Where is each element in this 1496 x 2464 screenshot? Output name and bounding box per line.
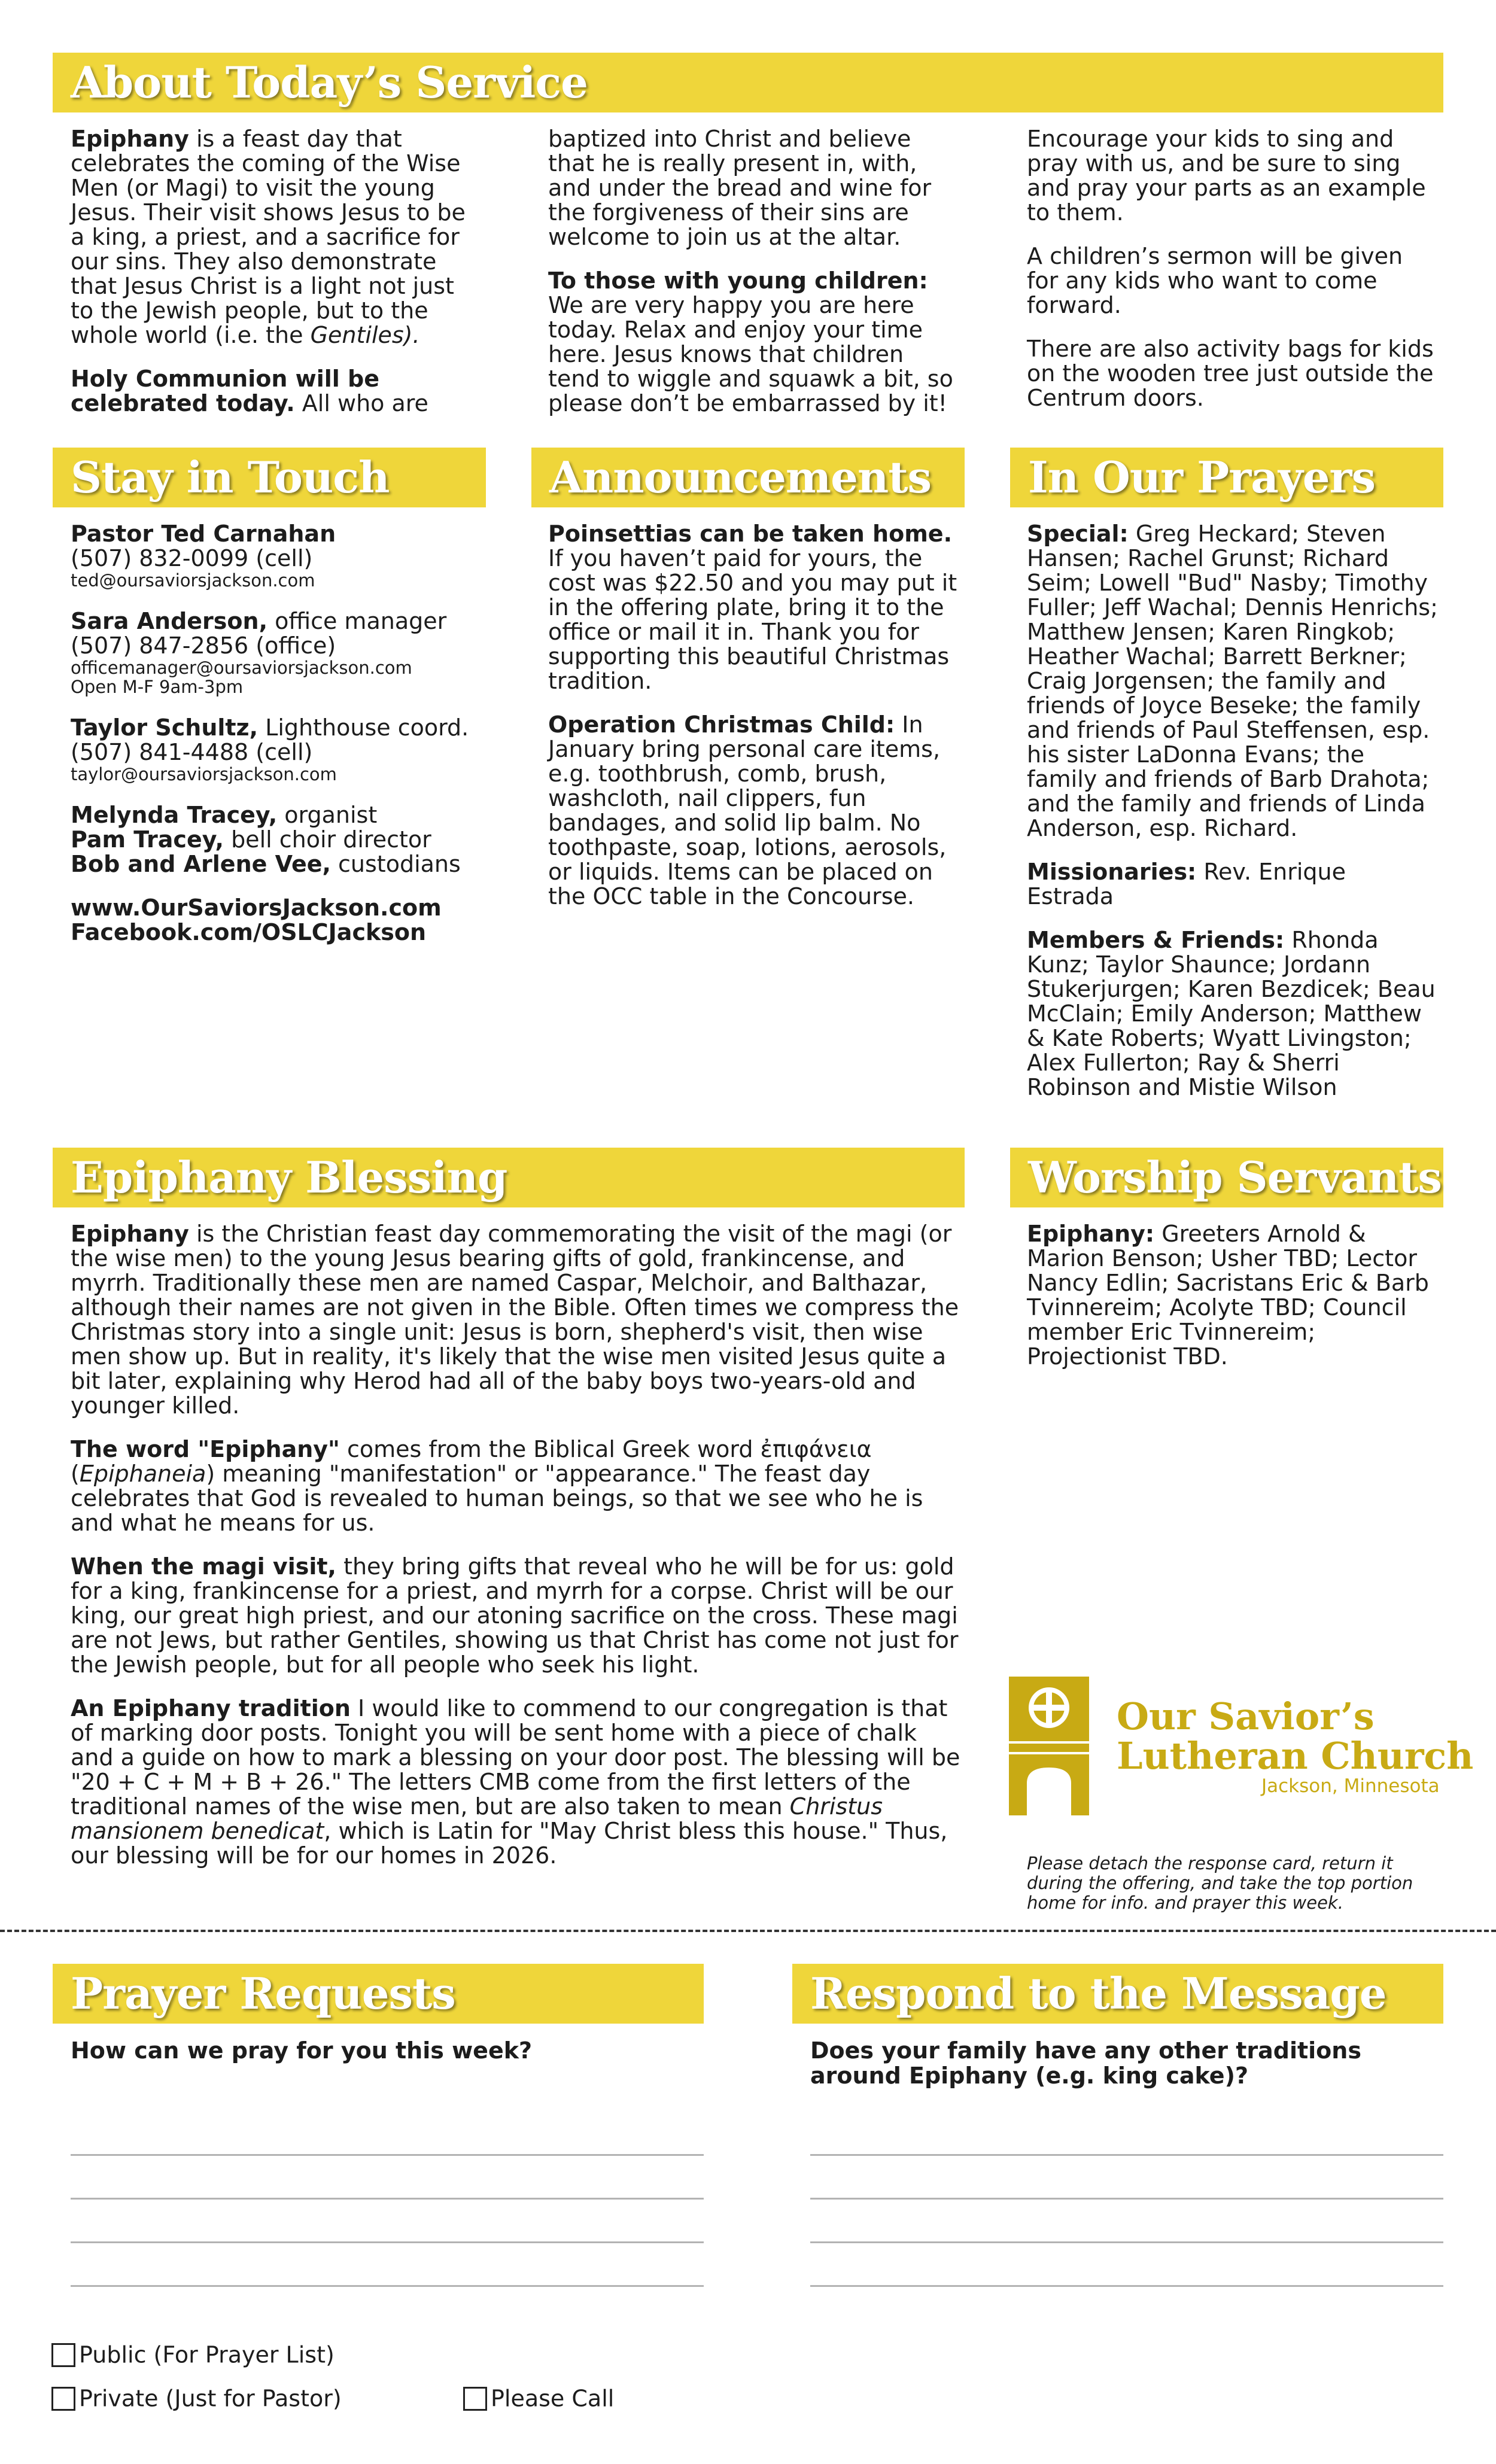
- about-title: About Today’s Service: [71, 57, 588, 108]
- announcements-content: Poinsettias can be taken home. If you haven’t paid for yours, the cost was $22.50 and you may put it in the offering plate, bring it to the office or mail it in. Thank you for supporting this beautiful Christmas tradition. Operation Christmas Child: In January bring personal care items, e.g. toothbrush, comb, brush, washcloth, nail clippers, fun bandages, and solid lip balm. No toothpaste, soap, lotions, aerosols, or liquids. Items can be placed on the OCC table in the Concourse.: [548, 521, 957, 909]
- logo-line2: Lutheran Church: [1117, 1734, 1474, 1778]
- contact-sara: Sara Anderson, office manager (507) 847-2856 (office) officemanager@oursaviorsjackson.com Open M-F 9am-3pm: [71, 608, 447, 697]
- logo-line1: Our Savior’s: [1117, 1695, 1375, 1738]
- respond-write-line[interactable]: [810, 2285, 1443, 2287]
- facebook-link[interactable]: Facebook.com/OSLCJackson: [71, 919, 427, 945]
- about-col1: Epiphany is a feast day that celebrates the coming of the Wise Men (or Magi) to visit the young Jesus. Their visit shows Jesus to be a king, a priest, and a sacrifice for our sins. They also demonstrate that Jesus Christ is a light not just to the Jewish people, but to the whole world (i.e. the Gentiles). Holy Communion will be celebrated today. All who are: [71, 126, 466, 416]
- prayer-requests-title: Prayer Requests: [71, 1968, 455, 2019]
- logo-location: Jackson, Minnesota: [1261, 1775, 1440, 1797]
- respond-question: Does your family have any other traditions around Epiphany (e.g. king cake)?: [810, 2037, 1361, 2089]
- checkbox-please-call[interactable]: Please Call: [463, 2384, 614, 2412]
- worship-title: Worship Servants: [1028, 1152, 1442, 1203]
- respond-title: Respond to the Message: [810, 1968, 1386, 2019]
- detach-note: Please detach the response card, return it during the offering, and take the top portion home for info. and prayer this week.: [1027, 1853, 1413, 1913]
- contact-web: [71, 896, 484, 945]
- respond-header: [792, 1964, 1443, 2024]
- church-logo-icon: [1009, 1677, 1089, 1815]
- respond-write-line[interactable]: [810, 2154, 1443, 2156]
- cut-line: [0, 1930, 1496, 1932]
- prayers-header: [1010, 448, 1443, 507]
- checkbox-box[interactable]: [51, 2387, 75, 2411]
- stay-title: Stay in Touch: [71, 452, 390, 503]
- blessing-header: [53, 1148, 965, 1207]
- respond-write-line[interactable]: [810, 2198, 1443, 2200]
- about-col2: baptized into Christ and believe that he is really present in, with, and under the bread and wine for the forgiveness of their sins are welcome to join us at the altar. To those with young children: We are very happy you are here today. Relax and enjoy your time here. Jesus knows that children tend to wiggle and squawk a bit, so please don’t be embarrassed by it!: [548, 126, 953, 416]
- respond-write-line[interactable]: [810, 2241, 1443, 2243]
- prayer-write-line[interactable]: [71, 2285, 704, 2287]
- blessing-title: Epiphany Blessing: [71, 1152, 507, 1203]
- blessing-content: Epiphany is the Christian feast day commemorating the visit of the magi (or the wise men) to the young Jesus bearing gifts of gold, frankincense, and myrrh. Traditionally these men are named Caspar, Melchoir, and Balthazar, although their names are not given in the Bible. Often times we compress the Christmas story into a single unit: Jesus is born, shepherd's visit, then wise men show up. But in reality, it's likely that the wise men visited Jesus quite a bit later, explaining why Herod had all of the baby boys two-years-old and younger killed. The word "Epiphany" comes from the Biblical Greek word ἐπιφάνεια (Epiphaneia) meaning "manifestation" or "appearance." The feast day celebrates that God is revealed to human beings, so that we see who he is and what he means for us. When the magi visit, they bring gifts that reveal who he will be for us: gold for a king, frankincense for a priest, and myrrh for a corpse. Christ will be our king, our great high priest, and our atoning sacrifice on the cross. These magi are not Jews, but rather Gentiles, showing us that Christ has come not just for the Jewish people, but for all people who seek his light. An Epiphany tradition I would like to commend to our congregation is that of marking door posts. Tonight you will be sent home with a piece of chalk and a guide on how to mark a blessing on your door post. The blessing will be "20 + C + M + B + 26." The letters CMB come from the first letters of the traditional names of the wise men, but are also taken to mean Christus mansionem benedicat, which is Latin for "May Christ bless this house." Thus, our blessing will be for our homes in 2026.: [71, 1221, 960, 1869]
- prayer-write-line[interactable]: [71, 2154, 704, 2156]
- stay-content: [71, 522, 484, 964]
- prayer-write-line[interactable]: [71, 2198, 704, 2200]
- prayer-write-line[interactable]: [71, 2241, 704, 2243]
- about-col3: Encourage your kids to sing and pray with us, and be sure to sing and pray your parts as an example to them. A children’s sermon will be given for any kids who want to come forward. There are also activity bags for kids on the wooden tree just outside the Centrum doors.: [1027, 126, 1434, 411]
- prayers-content: Special: Greg Heckard; Steven Hansen; Rachel Grunst; Richard Seim; Lowell "Bud" Nasby; Timothy Fuller; Jeff Wachal; Dennis Henrichs; Matthew Jensen; Karen Ringkob; Heather Wachal; Barrett Berkner; Craig Jorgensen; the family and friends of Joyce Beseke; the family and friends of Paul Steffensen, esp. his sister LaDonna Evans; the family and friends of Barb Drahota; and the family and friends of Linda Anderson, esp. Richard. Missionaries: Rev. Enrique Estrada Members & Friends: Rhonda Kunz; Taylor Shaunce; Jordann Stukerjurgen; Karen Bezdicek; Beau McClain; Emily Anderson; Matthew & Kate Roberts; Wyatt Livingston; Alex Fullerton; Ray & Sherri Robinson and Mistie Wilson: [1027, 521, 1438, 1100]
- stay-header: [53, 448, 486, 507]
- checkbox-public[interactable]: Public (For Prayer List): [51, 2340, 335, 2368]
- checkbox-private[interactable]: Private (Just for Pastor): [51, 2384, 342, 2412]
- prayers-title: In Our Prayers: [1028, 452, 1375, 503]
- contact-taylor: Taylor Schultz, Lighthouse coord. (507) 841-4488 (cell) taylor@oursaviorsjackson.com: [71, 714, 469, 784]
- website-link[interactable]: www.OurSaviorsJackson.com: [71, 895, 442, 921]
- about-header: [53, 53, 1443, 112]
- announcements-title: Announcements: [549, 452, 932, 503]
- contact-pastor: Pastor Ted Carnahan (507) 832-0099 (cell) ted@oursaviorsjackson.com: [71, 521, 336, 591]
- checkbox-box[interactable]: [463, 2387, 487, 2411]
- worship-content: Epiphany: Greeters Arnold & Marion Benson; Usher TBD; Lector Nancy Edlin; Sacristans Eric & Barb Tvinnereim; Acolyte TBD; Council member Eric Tvinnereim; Projectionist TBD.: [1027, 1221, 1429, 1370]
- worship-header: [1010, 1148, 1443, 1207]
- contact-staff: Melynda Tracey, organist Pam Tracey, bell choir director Bob and Arlene Vee, custodians: [71, 802, 461, 877]
- checkbox-box[interactable]: [51, 2343, 75, 2367]
- announcements-header: [531, 448, 965, 507]
- prayer-requests-question: How can we pray for you this week?: [71, 2037, 533, 2064]
- prayer-requests-header: [53, 1964, 704, 2024]
